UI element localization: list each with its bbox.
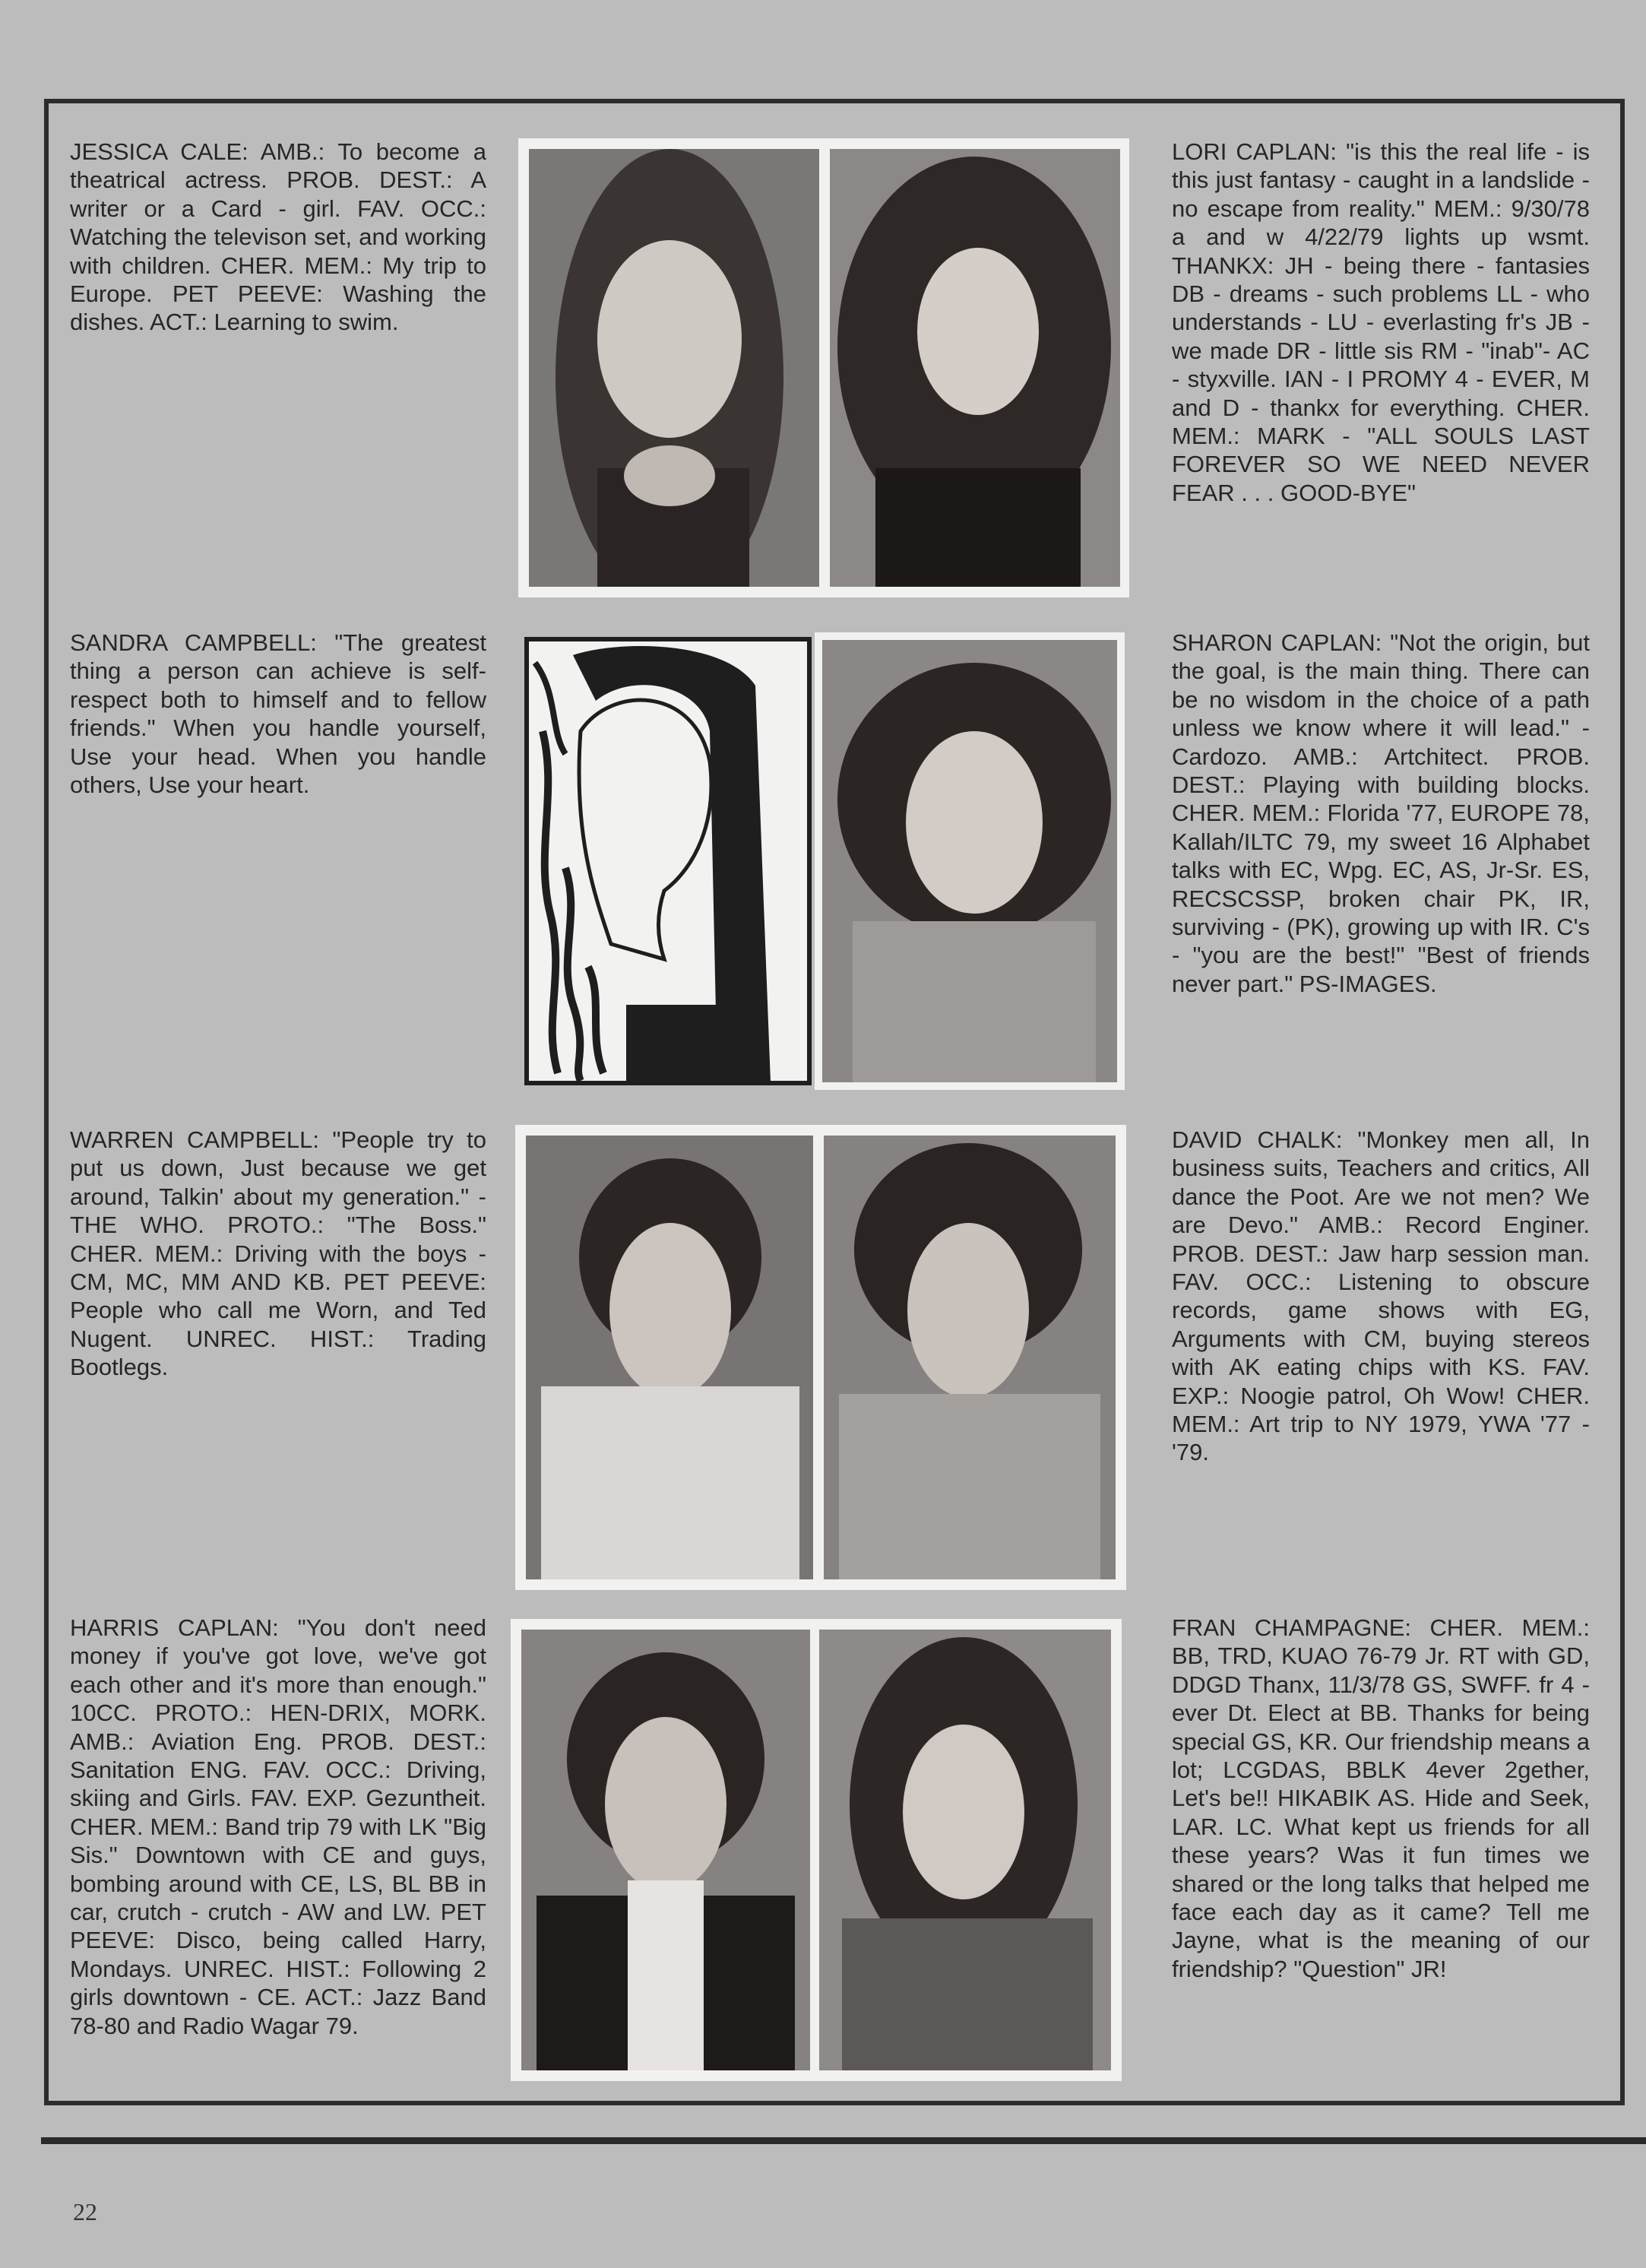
portrait-sharon-caplan — [822, 640, 1117, 1082]
bio-jessica-cale: JESSICA CALE: AMB.: To become a theatrical actress. PROB. DEST.: A writer or a Card - girl. FAV. OCC.: Watching the televison set, and working with children. CHER. MEM.: My trip to Europe. PET PEEVE: Washing the dishes. ACT.: Learning to swim. — [70, 138, 486, 336]
photo-pair-row-3 — [515, 1125, 1126, 1590]
portrait-fran-champagne — [819, 1630, 1111, 2070]
bio-david-chalk: DAVID CHALK: "Monkey men all, In business suits, Teachers and critics, All dance the Poot. Are we not men? We are Devo." AMB.: Record Enginer. PROB. DEST.: Jaw harp session man. FAV. OCC.: Listening to obscure records, game shows with EG, Arguments with CM, buying stereos with AK eating chips with KS. FAV. EXP.: Noogie patrol, Oh Wow! CHER. MEM.: Art trip to NY 1979, YWA '77 - '79. — [1172, 1126, 1590, 1466]
bio-sharon-caplan: SHARON CAPLAN: "Not the origin, but the goal, is the main thing. There can be no wisdom in the choice of a path unless we know where it will lead." - Cardozo. AMB.: Artchitect. PROB. DEST.: Playing with building blocks. CHER. MEM.: Florida '77, EUROPE 78, Kallah/ILTC 79, my sweet 16 Alphabet talks with EC, Wpg. EC, AS, Jr-Sr. ES, RECSCSSP, broken chair PK, IR, surviving - (PK), growing up with IR. C's - "you are the best!" "Best of friends never part." PS-IMAGES. — [1172, 629, 1590, 997]
bio-fran-champagne: FRAN CHAMPAGNE: CHER. MEM.: BB, TRD, KUAO 76-79 Jr. RT with GD, DDGD Thanx, 11/3/78 GS, SWFF. fr 4 - ever Dt. Elect at BB. Thanks for being special GS, KR. Our friendship means a lot; LCGDAS, BBLK 4ever 2gether, Let's be!! HIKABIK AS. Hide and Seek, LAR. LC. What kept us friends for all these years? Was it fun times we shared or the long talks that helped me face each day as it came? Tell me Jayne, what is the meaning of our friendship? "Question" JR! — [1172, 1614, 1590, 1982]
bio-lori-caplan: LORI CAPLAN: "is this the real life - is this just fantasy - caught in a landslide - no escape from reality." MEM.: 9/30/78 a and w 4/22/79 lights up wsmt. THANKX: JH - being there - fantasies DB - dreams - such problems LL - who understands - LU - everlasting fr's JB - we made DR - little sis RM - "inab"- AC - styxville. IAN - I PROMY 4 - EVER, M and D - thankx for everything. CHER. MEM.: MARK - "ALL SOULS LAST FOREVER SO WE NEED NEVER FEAR . . . GOOD-BYE" — [1172, 138, 1590, 506]
portrait-harris-caplan — [521, 1630, 810, 2070]
photo-pair-row-1 — [518, 138, 1129, 597]
bio-sandra-campbell: SANDRA CAMPBELL: "The greatest thing a person can achieve is self-respect both to himself and to fellow friends." When you handle yourself, Use your head. When you handle others, Use your heart. — [70, 629, 486, 799]
portrait-warren-campbell — [526, 1136, 813, 1579]
portrait-jessica-cale — [529, 149, 819, 587]
artwork-sandra-campbell — [524, 637, 812, 1085]
portrait-lori-caplan — [830, 149, 1120, 587]
page-number: 22 — [73, 2198, 97, 2225]
photo-pair-row-4 — [511, 1619, 1122, 2081]
portrait-david-chalk — [824, 1136, 1116, 1579]
bio-warren-campbell: WARREN CAMPBELL: "People try to put us down, Just because we get around, Talkin' about my generation." - THE WHO. PROTO.: "The Boss." CHER. MEM.: Driving with the boys - CM, MC, MM AND KB. PET PEEVE: People who call me Worn, and Ted Nugent. UNREC. HIST.: Trading Bootlegs. — [70, 1126, 486, 1381]
footer-rule — [41, 2137, 1646, 2144]
bio-harris-caplan: HARRIS CAPLAN: "You don't need money if you've got love, we've got each other and it's more than enough." 10CC. PROTO.: HEN-DRIX, MORK. AMB.: Aviation Eng. PROB. DEST.: Sanitation ENG. FAV. OCC.: Driving, skiing and Girls. FAV. EXP. Gezuntheit. CHER. MEM.: Band trip 79 with LK "Big Sis." Downtown with CE and guys, bombing around with CE, LS, BL BB in car, crutch - crutch - AW and LW. PET PEEVE: Disco, being called Harry, Mondays. UNREC. HIST.: Following 2 girls downtown - CE. ACT.: Jazz Band 78-80 and Radio Wagar 79. — [70, 1614, 486, 2039]
photo-frame-sharon-caplan — [815, 632, 1125, 1090]
